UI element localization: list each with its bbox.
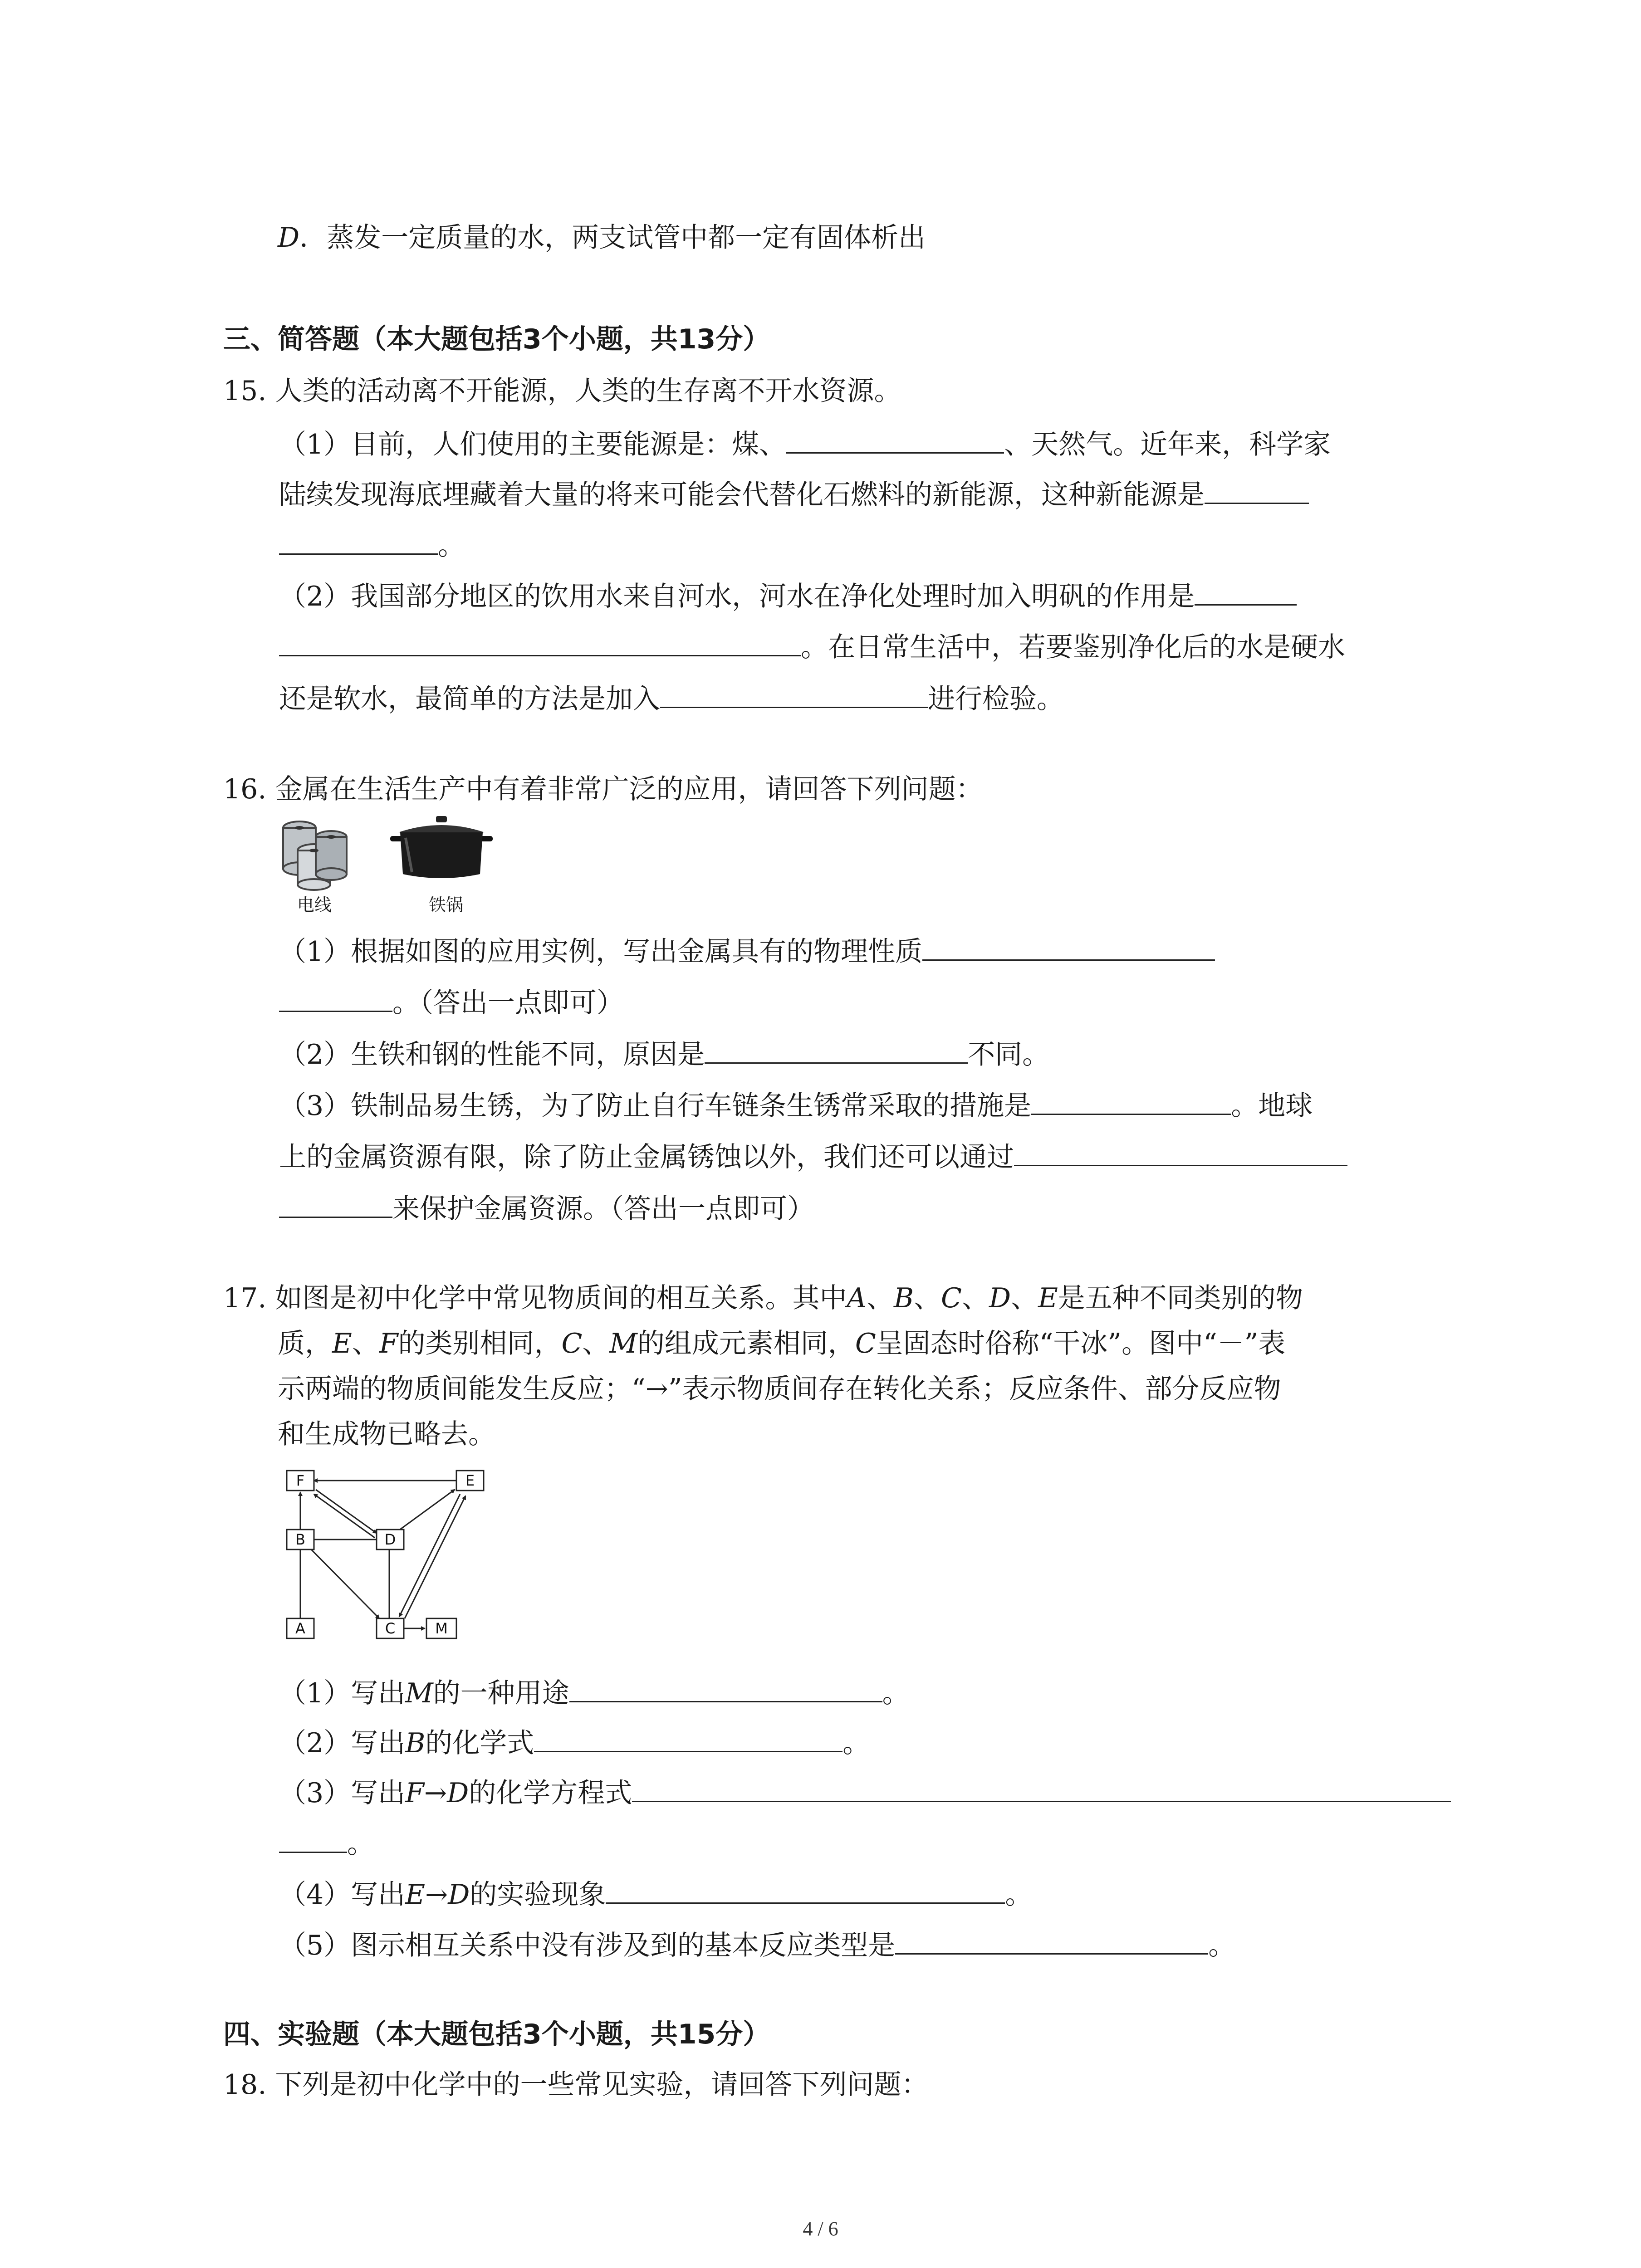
var: C [855,1328,876,1359]
var: B [405,1727,426,1759]
var: D [448,1879,470,1911]
text: 17. 如图是初中化学中常见物质间的相互关系。其中 [223,1282,847,1314]
q17-part3-line1 [279,1774,1451,1811]
q17-stem-line2 [278,1325,1285,1362]
q16-part3-line3 [279,1189,814,1227]
q16-blank-protect-cont[interactable] [279,1189,392,1218]
var: F [405,1777,424,1809]
page-number: 4 / 6 [803,2218,838,2240]
edge-b-to-c [310,1549,379,1618]
q15-blank-new-energy[interactable] [1205,475,1309,504]
iron-pot-image [389,814,494,882]
node-b-label: B [295,1531,305,1548]
text: 、 [913,1282,941,1314]
q17-blank-use[interactable] [569,1674,882,1702]
q17-stem-line4: 和生成物已略去。 [278,1418,495,1450]
q17-part1 [279,1674,910,1711]
text: （4）写出 [279,1879,406,1911]
var: F [379,1328,398,1359]
section-3-title: 三、简答题（本大题包括3个小题，共13分） [223,323,770,355]
q17-stem-line1 [223,1280,1303,1316]
var: M [609,1328,637,1359]
q15-blank-energy[interactable] [786,425,1004,454]
text: 、天然气。近年来，科学家 [1004,429,1331,460]
text: 。地球 [1231,1090,1313,1122]
text: 。 [347,1828,374,1860]
q16-blank-protect[interactable] [1014,1138,1347,1166]
q17-part4 [279,1875,1032,1913]
q16-blank-property-cont[interactable] [279,983,392,1012]
q17-stem-line3: 示两端的物质间能发生反应；“→”表示物质间存在转化关系；反应条件、部分反应物 [278,1373,1281,1405]
q15-stem: 15. 人类的活动离不开能源，人类的生存离不开水资源。 [223,375,901,407]
var: E [405,1879,425,1911]
node-c-label: C [385,1620,396,1637]
q16-part2 [279,1035,1049,1073]
text: 呈固态时俗称“干冰”。图中“－”表 [876,1328,1286,1359]
edge-f-to-d [316,1490,377,1533]
edge-e-to-c [399,1494,460,1617]
q16-blank-reason[interactable] [705,1035,968,1064]
edge-d-to-f [314,1494,375,1538]
text: （1）目前，人们使用的主要能源是：煤、 [279,429,787,460]
q16-stem: 16. 金属在生活生产中有着非常广泛的应用，请回答下列问题： [223,773,983,805]
node-f-label: F [296,1472,305,1489]
var: E [332,1328,352,1359]
q15-part2-line1 [279,577,1297,615]
q15-blank-new-energy-cont[interactable] [279,526,438,555]
q16-part3-line1 [279,1086,1313,1124]
text: 、 [961,1282,989,1314]
text: 。在日常生活中，若要鉴别净化后的水是硬水 [801,631,1345,663]
edge-c-to-e [405,1496,465,1618]
text: 来保护金属资源。（答出一点即可） [392,1193,814,1225]
q15-blank-alum[interactable] [1195,577,1297,606]
q15-part1-line3 [279,526,465,564]
q15-blank-alum-cont[interactable] [279,628,801,656]
q16-part3-line2 [279,1138,1347,1175]
text: 的一种用途 [433,1677,569,1709]
q14-option-d [278,220,926,256]
text: 的类别相同， [398,1328,562,1359]
var: B [893,1282,914,1314]
q16-part1-line1 [279,932,1215,970]
q18-stem: 18. 下列是初中化学中的一些常见实验，请回答下列问题： [223,2069,929,2101]
node-d-label: D [384,1531,396,1548]
text: 的化学式 [425,1727,534,1759]
q17-blank-formula[interactable] [534,1724,843,1752]
substance-relation-diagram [277,1464,495,1655]
pot-caption: 铁锅 [429,895,464,915]
text: （3）铁制品易生锈，为了防止自行车链条生锈常采取的措施是 [279,1090,1032,1122]
text: 、 [352,1328,379,1359]
text: 、 [866,1282,894,1314]
text: 质， [278,1328,332,1359]
q16-blank-property[interactable] [922,932,1215,961]
text: 的实验现象 [470,1879,606,1911]
text: （2）我国部分地区的饮用水来自河水，河水在净化处理时加入明矾的作用是 [279,581,1195,612]
q17-blank-equation-cont[interactable] [279,1824,347,1853]
text: 是五种不同类别的物 [1058,1282,1303,1314]
option-letter: D [278,222,300,254]
node-e-label: E [465,1472,475,1489]
text: （5）图示相互关系中没有涉及到的基本反应类型是 [279,1930,896,1961]
section-4-title: 四、实验题（本大题包括3个小题，共15分） [223,2019,770,2050]
q15-part2-line3 [279,679,1064,717]
text: 、 [582,1328,610,1359]
var: A [847,1282,867,1314]
arrow: → [425,1879,448,1911]
text: 。 [1208,1930,1236,1961]
q15-part2-line2 [279,628,1345,665]
wire-spools-image [278,814,350,891]
edge-d-to-e [397,1490,455,1531]
text: （2）写出 [279,1727,406,1759]
text: 进行检验。 [928,683,1064,715]
text: 。 [438,530,465,562]
var: C [561,1328,583,1359]
var: M [405,1677,433,1709]
option-text: ．蒸发一定质量的水，两支试管中都一定有固体析出 [299,222,926,254]
node-a-label: A [295,1620,305,1637]
text: 不同。 [968,1039,1050,1070]
text: （2）生铁和钢的性能不同，原因是 [279,1039,705,1070]
text: （3）写出 [279,1777,406,1809]
q16-part1-line2 [279,983,624,1021]
q17-blank-phenomenon[interactable] [606,1875,1005,1904]
text: 。（答出一点即可） [392,987,624,1019]
q17-part3-line2 [279,1824,374,1862]
q17-blank-reaction-type[interactable] [895,1926,1208,1955]
var: D [447,1777,469,1809]
q15-blank-hard-water[interactable] [660,679,928,708]
text: 。 [1005,1879,1033,1911]
text: （1）写出 [279,1677,406,1709]
text: 还是软水，最简单的方法是加入 [279,683,660,715]
text: 。 [882,1677,910,1709]
q16-blank-measure[interactable] [1031,1086,1231,1115]
text: 的组成元素相同， [637,1328,855,1359]
text: 、 [1010,1282,1038,1314]
q17-part5 [279,1926,1235,1964]
q17-blank-equation[interactable] [632,1774,1451,1802]
node-m-label: M [435,1620,448,1637]
var: C [941,1282,962,1314]
q15-part1-line2 [279,475,1309,513]
q15-part1-line1 [279,425,1331,463]
text: 陆续发现海底埋藏着大量的将来可能会代替化石燃料的新能源，这种新能源是 [279,479,1205,511]
q17-part2 [279,1724,870,1761]
wire-caption: 电线 [297,895,332,915]
text: 。 [843,1727,870,1759]
text: 的化学方程式 [469,1777,632,1809]
var: D [989,1282,1011,1314]
text: 上的金属资源有限，除了防止金属锈蚀以外，我们还可以通过 [279,1141,1014,1173]
var: E [1038,1282,1058,1314]
text: （1）根据如图的应用实例，写出金属具有的物理性质 [279,936,923,968]
arrow: → [424,1777,447,1809]
